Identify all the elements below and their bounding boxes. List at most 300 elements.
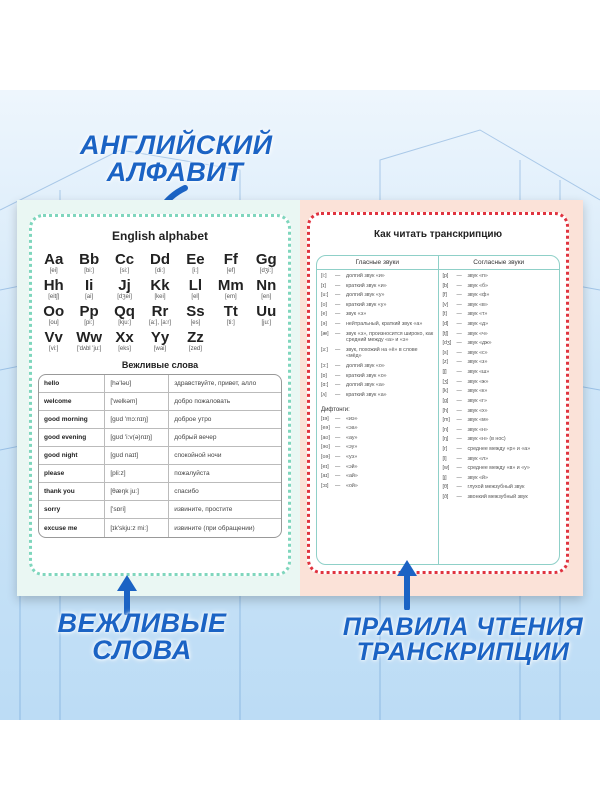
letter-glyph: Gg — [255, 251, 277, 268]
letter-transcription: [dʒei] — [117, 294, 132, 300]
letter-transcription: [di:] — [155, 268, 165, 274]
sound-row — [443, 331, 556, 338]
dash: — — [456, 474, 462, 481]
table-row — [39, 519, 281, 537]
letter-transcription: [kei] — [154, 294, 166, 300]
letter-glyph: Yy — [150, 329, 170, 346]
dash: — — [456, 301, 462, 308]
letter-transcription: [ef] — [226, 268, 236, 274]
sound-row — [443, 321, 556, 328]
sound-description: среднее между «в» и «у» — [467, 465, 530, 472]
letter-glyph: Xx — [115, 329, 134, 346]
sound-symbol: [g] — [442, 397, 449, 404]
sound-symbol: [dʒ] — [442, 340, 452, 347]
sound-row — [443, 379, 556, 386]
dash: — — [335, 321, 341, 328]
alphabet-letter — [249, 303, 284, 326]
sounds-table — [316, 255, 560, 565]
translation: извините, простите — [169, 501, 281, 519]
sound-row — [443, 465, 556, 472]
dash: — — [456, 445, 462, 452]
sound-row — [321, 416, 434, 423]
dash: — — [456, 340, 462, 347]
sound-row — [443, 484, 556, 491]
dash: — — [456, 455, 462, 462]
sound-symbol: [z] — [442, 359, 449, 366]
sound-symbol: [j] — [442, 474, 447, 481]
translation: добрый вечер — [169, 429, 281, 447]
sound-symbol: [eɪ] — [321, 463, 329, 470]
dash: — — [456, 407, 462, 414]
sound-row — [443, 408, 556, 415]
dash: — — [456, 282, 462, 289]
sound-description: звук «л» — [467, 455, 489, 462]
alphabet-letter — [142, 251, 177, 274]
sound-description: звук «п» — [467, 273, 488, 279]
letter-transcription: [ei] — [49, 268, 58, 274]
translation: спасибо — [169, 483, 281, 501]
dash: — — [335, 282, 341, 289]
letter-glyph: Kk — [150, 277, 170, 294]
sound-symbol: [ʌ] — [321, 391, 327, 398]
dash: — — [335, 434, 341, 441]
dash: — — [335, 311, 341, 318]
letter-transcription: [eitʃ] — [48, 294, 60, 300]
sound-description: среднее между «р» и «а» — [467, 445, 531, 452]
sound-row — [321, 302, 434, 309]
sound-symbol: [u:] — [321, 292, 329, 299]
sound-description: звонкий межзубный звук — [467, 494, 528, 501]
sound-symbol: [aɪ] — [321, 473, 329, 480]
sound-row — [443, 273, 556, 280]
consonants-header: Согласные звуки — [439, 256, 560, 270]
left-page — [17, 200, 300, 596]
dash: — — [335, 363, 341, 370]
sound-description: звук «б» — [467, 282, 488, 289]
translation: извините (при обращении) — [174, 524, 255, 532]
sound-row — [443, 302, 556, 309]
sound-description: долгий звук «и» — [346, 273, 385, 279]
sound-symbol: [ɔ:] — [321, 363, 329, 370]
sound-row — [443, 311, 556, 318]
letter-transcription: [zed] — [188, 346, 202, 352]
sound-row — [321, 363, 434, 370]
table-row — [39, 375, 281, 393]
transcription: ['sɒri] — [105, 501, 169, 519]
alphabet-letter — [36, 329, 71, 352]
alphabet-letter — [178, 251, 213, 274]
sound-description: звук «н» — [467, 426, 488, 433]
translation: спокойной ночи — [169, 447, 281, 465]
vowels-header: Гласные звуки — [317, 256, 438, 270]
sound-description: звук «н» (в нос) — [467, 436, 506, 443]
translation: добро пожаловать — [169, 393, 281, 411]
alphabet-letter — [142, 277, 177, 300]
sound-symbol: [l] — [442, 455, 447, 462]
sound-description: глухой межзубный звук — [467, 484, 525, 491]
transcription: [pli:z] — [105, 465, 169, 483]
letter-transcription: [ju:] — [261, 320, 272, 326]
letter-glyph: Jj — [118, 277, 131, 294]
sound-symbol: [v] — [442, 301, 449, 308]
polite-words-table — [38, 374, 282, 538]
letter-glyph: Vv — [44, 329, 63, 346]
sound-symbol: [ɔɪ] — [321, 482, 329, 489]
sound-row — [443, 446, 556, 453]
letter-transcription: [es] — [190, 320, 201, 326]
sound-row — [321, 347, 434, 360]
sound-symbol: [s] — [442, 349, 449, 356]
sound-row — [443, 456, 556, 463]
letter-transcription: [pi:] — [84, 320, 94, 326]
english-word: hello — [39, 375, 105, 393]
letter-transcription: [em] — [225, 294, 237, 300]
transcription: [θæŋk ju:] — [105, 483, 169, 501]
sound-row — [321, 435, 434, 442]
right-page — [300, 200, 583, 596]
sound-description: звук «м» — [467, 417, 489, 424]
table-row — [39, 429, 281, 447]
letter-transcription: ['dʌbl 'ju:] — [76, 346, 102, 352]
sound-symbol: [b] — [442, 282, 449, 289]
letter-glyph: Mm — [217, 277, 244, 294]
sound-symbol: [ə] — [321, 321, 327, 328]
sound-symbol: [əʊ] — [321, 444, 330, 451]
dash: — — [456, 321, 462, 328]
dash: — — [456, 378, 462, 385]
sound-row — [321, 292, 434, 299]
dash: — — [456, 369, 462, 376]
dash: — — [335, 273, 341, 279]
sound-row — [443, 359, 556, 366]
transcription-card — [307, 212, 569, 574]
alphabet-letter — [213, 251, 248, 274]
sound-description: звук «г» — [467, 397, 487, 404]
english-word: excuse me — [39, 519, 105, 537]
sound-description: долгий звук «а» — [346, 382, 385, 389]
letter-transcription: [si:] — [119, 268, 130, 274]
dash: — — [335, 301, 341, 308]
sound-symbol: [ʒ] — [442, 378, 449, 385]
transcription-title: Как читать транскрипцию — [373, 229, 503, 240]
sound-symbol: [eə] — [321, 425, 330, 432]
sound-description: «эа» — [346, 425, 358, 432]
letter-glyph: Ee — [186, 251, 205, 268]
dash: — — [335, 482, 341, 489]
sound-symbol: [ɜ:] — [321, 346, 328, 353]
dash: — — [335, 292, 341, 299]
sound-description: звук «э» — [346, 311, 367, 318]
sound-symbol: [k] — [442, 388, 449, 395]
sound-row — [321, 321, 434, 328]
vowels-column — [317, 256, 438, 564]
letter-glyph: Nn — [256, 277, 277, 294]
alphabet-letter — [107, 277, 142, 300]
sound-row — [321, 273, 434, 280]
transcription: [gʊd naɪt] — [105, 447, 169, 465]
transcription: [gʊd 'i:v(ə)nɪŋ] — [105, 429, 169, 447]
sound-description: долгий звук «у» — [346, 292, 385, 299]
sound-symbol: [p] — [442, 273, 449, 279]
headline-rules: ПРАВИЛА ЧТЕНИЯ ТРАНСКРИПЦИИ — [342, 613, 584, 666]
sound-symbol: [aʊ] — [321, 434, 330, 441]
letter-transcription: [i:] — [192, 268, 199, 274]
sound-description: звук «дж» — [467, 340, 492, 347]
sound-symbol: [ʃ] — [442, 369, 447, 376]
alphabet-letter — [178, 329, 213, 352]
sound-row — [321, 464, 434, 471]
letter-glyph: Zz — [187, 329, 204, 346]
sound-symbol: [æ] — [321, 330, 329, 337]
alphabet-grid — [32, 243, 288, 352]
sound-symbol: [ɒ] — [321, 372, 327, 379]
letter-glyph: Hh — [43, 277, 64, 294]
letter-glyph: Ss — [186, 303, 205, 320]
sound-description: звук «х» — [467, 407, 488, 414]
alphabet-letter — [213, 303, 248, 326]
dash: — — [456, 397, 462, 404]
sound-description: краткий звук «и» — [346, 282, 387, 289]
sound-description: звук «с» — [467, 349, 488, 356]
dash: — — [335, 473, 341, 480]
alphabet-letter — [71, 277, 106, 300]
letter-glyph: Ii — [84, 277, 94, 294]
alphabet-letter — [249, 251, 284, 274]
dash: — — [335, 330, 341, 337]
letter-glyph: Ww — [76, 329, 103, 346]
dash: — — [456, 349, 462, 356]
translation: пожалуйста — [169, 465, 281, 483]
translation: здравствуйте, привет, алло — [169, 375, 281, 393]
sound-symbol: [n] — [442, 426, 449, 433]
sound-row — [443, 350, 556, 357]
sound-description: краткий звук «а» — [346, 391, 387, 398]
english-word: thank you — [39, 483, 105, 501]
dash: — — [335, 425, 341, 432]
dash: — — [456, 359, 462, 366]
sound-description: краткий звук «у» — [346, 301, 387, 308]
transcription: [ɪk'skju:z mi:] — [105, 519, 169, 537]
letter-transcription: [ai] — [85, 294, 94, 300]
letter-glyph: Uu — [256, 303, 277, 320]
sound-description: звук «ж» — [467, 378, 489, 385]
sound-row — [443, 494, 556, 501]
sound-description: «эу» — [346, 444, 358, 451]
alphabet-letter — [178, 277, 213, 300]
sound-symbol: [ʊ] — [321, 301, 327, 308]
alphabet-title: English alphabet — [111, 229, 208, 243]
dash: — — [456, 494, 462, 501]
sound-row — [321, 331, 434, 344]
sound-description: «ой» — [346, 482, 358, 489]
dash: — — [335, 415, 341, 422]
letter-transcription: [kju:] — [118, 320, 131, 326]
english-word: please — [39, 465, 105, 483]
headline-alphabet: АНГЛИЙСКИЙ АЛФАВИТ — [80, 130, 273, 187]
sound-row — [321, 283, 434, 290]
letter-transcription: [el] — [191, 294, 200, 300]
table-row — [39, 411, 281, 429]
sound-description: «уэ» — [346, 453, 358, 460]
letter-transcription: [wai] — [153, 346, 167, 352]
dash: — — [335, 372, 341, 379]
sound-row — [443, 292, 556, 299]
alphabet-letter — [178, 303, 213, 326]
sound-symbol: [t] — [442, 311, 447, 318]
english-word: good night — [39, 447, 105, 465]
sound-description: долгий звук «о» — [346, 363, 385, 370]
letter-glyph: Qq — [114, 303, 135, 320]
english-word: good evening — [39, 429, 105, 447]
alphabet-letter — [142, 303, 177, 326]
letter-glyph: Bb — [79, 251, 100, 268]
letter-transcription: [en] — [261, 294, 272, 300]
table-row — [39, 393, 281, 411]
sound-row — [443, 283, 556, 290]
letter-glyph: Pp — [79, 303, 99, 320]
diphthongs-title: Дифтонги: — [321, 406, 350, 413]
sound-row — [443, 417, 556, 424]
sound-description: нейтральный, краткий звук «а» — [346, 321, 423, 328]
sound-symbol: [ɪə] — [321, 415, 329, 422]
sound-description: звук «э», произносится широко, как средний между «а» и «э» — [346, 330, 434, 344]
dash: — — [335, 463, 341, 470]
alphabet-letter — [107, 329, 142, 352]
letter-transcription: [bi:] — [84, 268, 94, 274]
dash: — — [456, 417, 462, 424]
alphabet-letter — [36, 277, 71, 300]
letter-glyph: Aa — [44, 251, 64, 268]
english-word: good morning — [39, 411, 105, 429]
alphabet-letter — [71, 303, 106, 326]
letter-transcription: [vi:] — [49, 346, 59, 352]
english-word: welcome — [39, 393, 105, 411]
letter-glyph: Cc — [114, 251, 135, 268]
sound-description: звук «й» — [467, 474, 488, 481]
sound-description: «ау» — [346, 434, 358, 441]
dash: — — [456, 330, 462, 337]
dash: — — [335, 453, 341, 460]
alphabet-letter — [142, 329, 177, 352]
transcription: [gʊd 'mɔ:nɪŋ] — [105, 411, 169, 429]
sound-symbol: [ɪ] — [321, 282, 326, 289]
english-word: sorry — [39, 501, 105, 519]
alphabet-letter — [107, 303, 142, 326]
transcription: [hə'ləʊ] — [105, 375, 169, 393]
sound-symbol: [ð] — [442, 494, 449, 501]
translation: доброе утро — [169, 411, 281, 429]
letter-transcription: [a:], [a:r] — [148, 320, 171, 326]
sound-description: звук «к» — [467, 388, 488, 395]
sound-row — [321, 454, 434, 461]
letter-transcription: [eks] — [118, 346, 131, 352]
book-spread — [17, 200, 583, 596]
dash: — — [456, 426, 462, 433]
table-row — [39, 501, 281, 519]
dash: — — [456, 465, 462, 472]
letter-glyph: Rr — [151, 303, 169, 320]
table-row — [39, 483, 281, 501]
sound-symbol: [h] — [442, 407, 449, 414]
sound-symbol: [ŋ] — [442, 436, 449, 443]
dash: — — [456, 311, 462, 318]
alphabet-letter — [36, 251, 71, 274]
headline-polite: ВЕЖЛИВЫЕ СЛОВА — [57, 608, 227, 665]
sound-row — [443, 369, 556, 376]
sound-description: звук «д» — [467, 321, 489, 328]
sound-symbol: [θ] — [442, 484, 449, 491]
sound-description: звук «ф» — [467, 292, 490, 299]
sound-symbol: [f] — [442, 292, 447, 299]
polite-title: Вежливые слова — [121, 360, 199, 370]
alphabet-letter — [36, 303, 71, 326]
letter-transcription: [dʒi:] — [259, 268, 273, 274]
sound-row — [321, 444, 434, 451]
letter-glyph: Dd — [149, 251, 170, 268]
sound-symbol: [d] — [442, 321, 449, 328]
alphabet-letter — [213, 277, 248, 300]
letter-glyph: Oo — [43, 303, 65, 320]
sound-symbol: [w] — [442, 465, 450, 472]
table-row — [39, 447, 281, 465]
dash: — — [335, 444, 341, 451]
dash: — — [456, 273, 462, 279]
sound-row — [321, 373, 434, 380]
sound-symbol: [i:] — [321, 273, 327, 279]
dash: — — [456, 436, 462, 443]
arrow-icon — [395, 560, 420, 610]
letter-transcription: [ou] — [48, 320, 59, 326]
sound-symbol: [ʊə] — [321, 453, 330, 460]
sound-description: «эй» — [346, 463, 358, 470]
sound-row — [321, 425, 434, 432]
table-row — [39, 465, 281, 483]
sound-description: краткий звук «о» — [346, 372, 387, 379]
sound-description: «иэ» — [346, 415, 358, 422]
dash: — — [335, 391, 341, 398]
sound-symbol: [tʃ] — [442, 330, 449, 337]
sound-row — [443, 475, 556, 482]
dash: — — [335, 382, 341, 389]
sound-row — [443, 398, 556, 405]
alphabet-card — [29, 214, 291, 576]
sound-row — [321, 382, 434, 389]
alphabet-letter — [71, 251, 106, 274]
sound-symbol: [ɑ:] — [321, 382, 329, 389]
sound-row — [321, 473, 434, 480]
sound-row — [443, 436, 556, 443]
dash: — — [456, 292, 462, 299]
letter-glyph: Ll — [188, 277, 203, 294]
letter-glyph: Ff — [223, 251, 238, 268]
letter-glyph: Tt — [223, 303, 238, 320]
sound-row — [321, 392, 434, 399]
letter-transcription: [ti:] — [226, 320, 235, 326]
sound-description: звук «т» — [467, 311, 488, 318]
sound-description: звук «з» — [467, 359, 488, 366]
dash: — — [335, 346, 341, 353]
dash: — — [456, 388, 462, 395]
sound-description: звук «в» — [467, 301, 488, 308]
sound-row — [443, 340, 556, 347]
alphabet-letter — [107, 251, 142, 274]
sound-description: звук, похожий на «ё» в слове «мёд» — [346, 346, 418, 360]
sound-row — [321, 311, 434, 318]
consonants-column — [438, 256, 560, 564]
sound-description: звук «ч» — [467, 330, 488, 337]
sound-row — [443, 388, 556, 395]
sound-symbol: [e] — [321, 311, 327, 318]
